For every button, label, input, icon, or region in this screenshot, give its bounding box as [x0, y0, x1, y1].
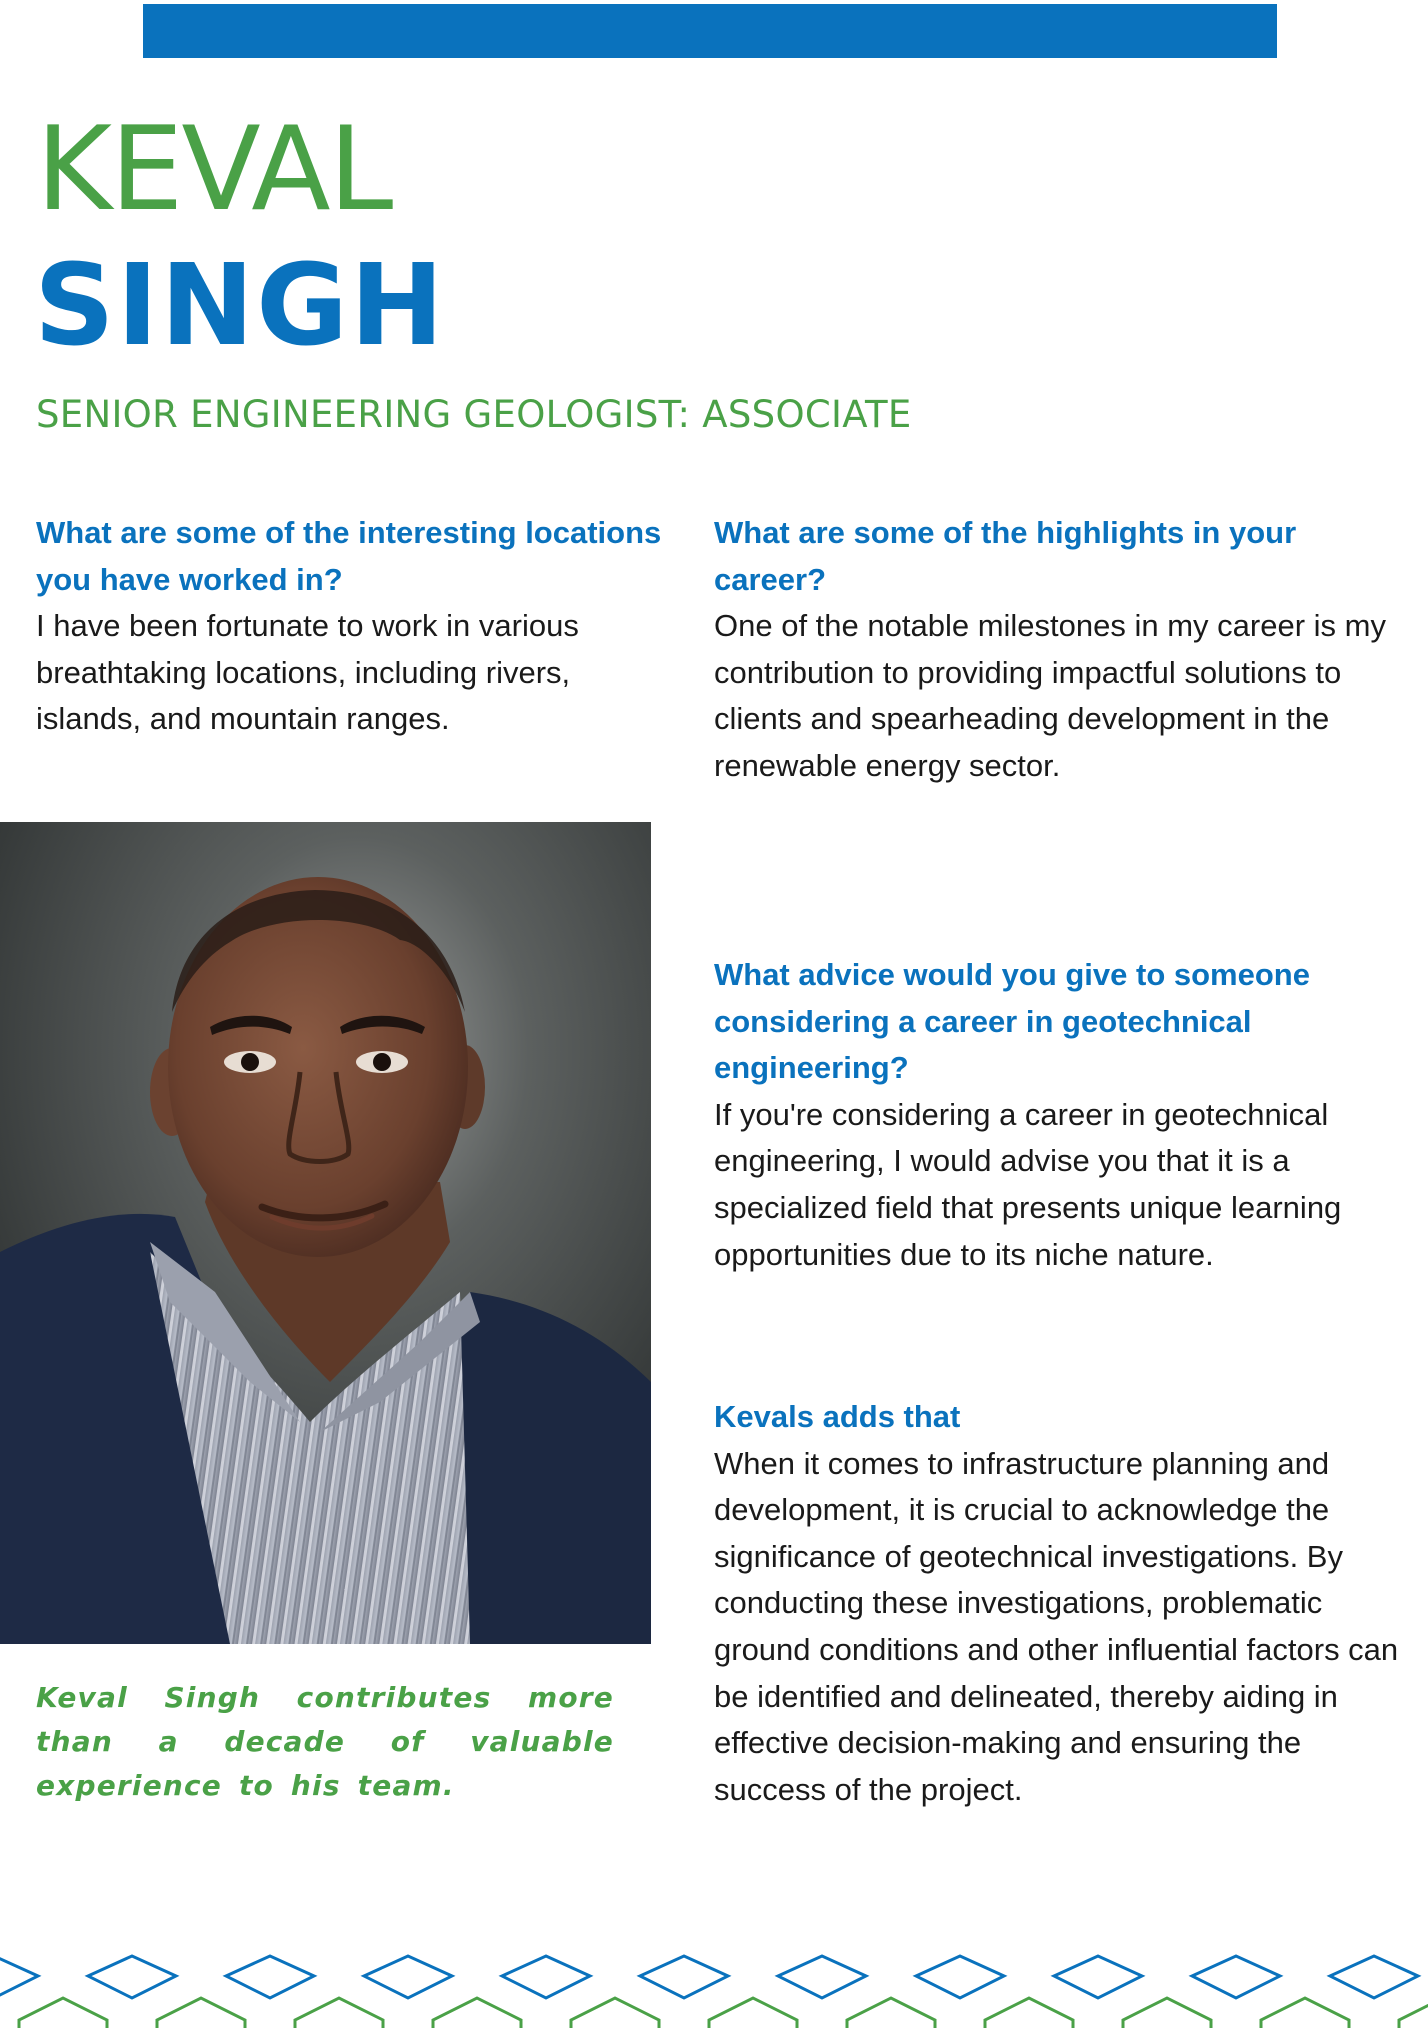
footer-diamond: [778, 1956, 866, 1998]
last-name: SINGH: [34, 241, 446, 371]
qa-highlights: [714, 510, 1404, 790]
footer-chevron: [295, 1998, 383, 2028]
portrait-photo: [0, 822, 651, 1644]
footer-chevron: [1261, 1998, 1349, 2028]
footer-chevron: [1123, 1998, 1211, 2028]
first-name: KEVAL: [36, 102, 392, 237]
adds-text: When it comes to infrastructure planning and development, it is crucial to acknowledge the significance of geotechnical investigations. By conducting these investigations, problematic ground conditions and other influential factors can be identified and delineated, thereby aiding in effective decision-making and ensuring the success of the project.: [714, 1445, 1399, 1807]
answer-locations: I have been fortunate to work in various breathtaking locations, including rivers, islands, and mountain ranges.: [36, 608, 579, 737]
adds-heading: Kevals adds that: [714, 1399, 961, 1434]
footer-chevron: [571, 1998, 659, 2028]
footer-diamond: [502, 1956, 590, 1998]
qa-advice: [714, 952, 1404, 1278]
photo-caption: Keval Singh contributes more than a decade of valuable experience to his team.: [36, 1681, 614, 1802]
footer-diamond-pattern: [0, 1952, 1428, 2028]
qa-adds: [714, 1394, 1404, 1813]
footer-diamond: [364, 1956, 452, 1998]
footer-chevron: [157, 1998, 245, 2028]
footer-diamond: [916, 1956, 1004, 1998]
question-advice: What advice would you give to someone considering a career in geotechnical engineering?: [714, 957, 1310, 1086]
footer-chevron: [985, 1998, 1073, 2028]
footer-diamond: [0, 1956, 38, 1998]
job-title: SENIOR ENGINEERING GEOLOGIST: ASSOCIATE: [36, 393, 912, 436]
footer-diamond: [226, 1956, 314, 1998]
footer-diamond: [88, 1956, 176, 1998]
footer-diamond: [1330, 1956, 1418, 1998]
footer-chevron: [1399, 1998, 1428, 2028]
footer-chevron: [433, 1998, 521, 2028]
footer-chevron: [709, 1998, 797, 2028]
footer-chevron: [19, 1998, 107, 2028]
answer-advice: If you're considering a career in geotechnical engineering, I would advise you that it is a specialized field that presents unique learning opportunities due to its niche nature.: [714, 1096, 1342, 1272]
question-locations: What are some of the interesting locations you have worked in?: [36, 515, 662, 597]
answer-highlights: One of the notable milestones in my career is my contribution to providing impactful solutions to clients and spearheading development in the renewable energy sector.: [714, 608, 1386, 783]
footer-chevron: [847, 1998, 935, 2028]
top-accent-bar: [143, 4, 1277, 58]
qa-locations: [36, 510, 676, 743]
footer-diamond: [1054, 1956, 1142, 1998]
question-highlights: What are some of the highlights in your career?: [714, 515, 1297, 597]
footer-diamond: [640, 1956, 728, 1998]
footer-diamond: [1192, 1956, 1280, 1998]
